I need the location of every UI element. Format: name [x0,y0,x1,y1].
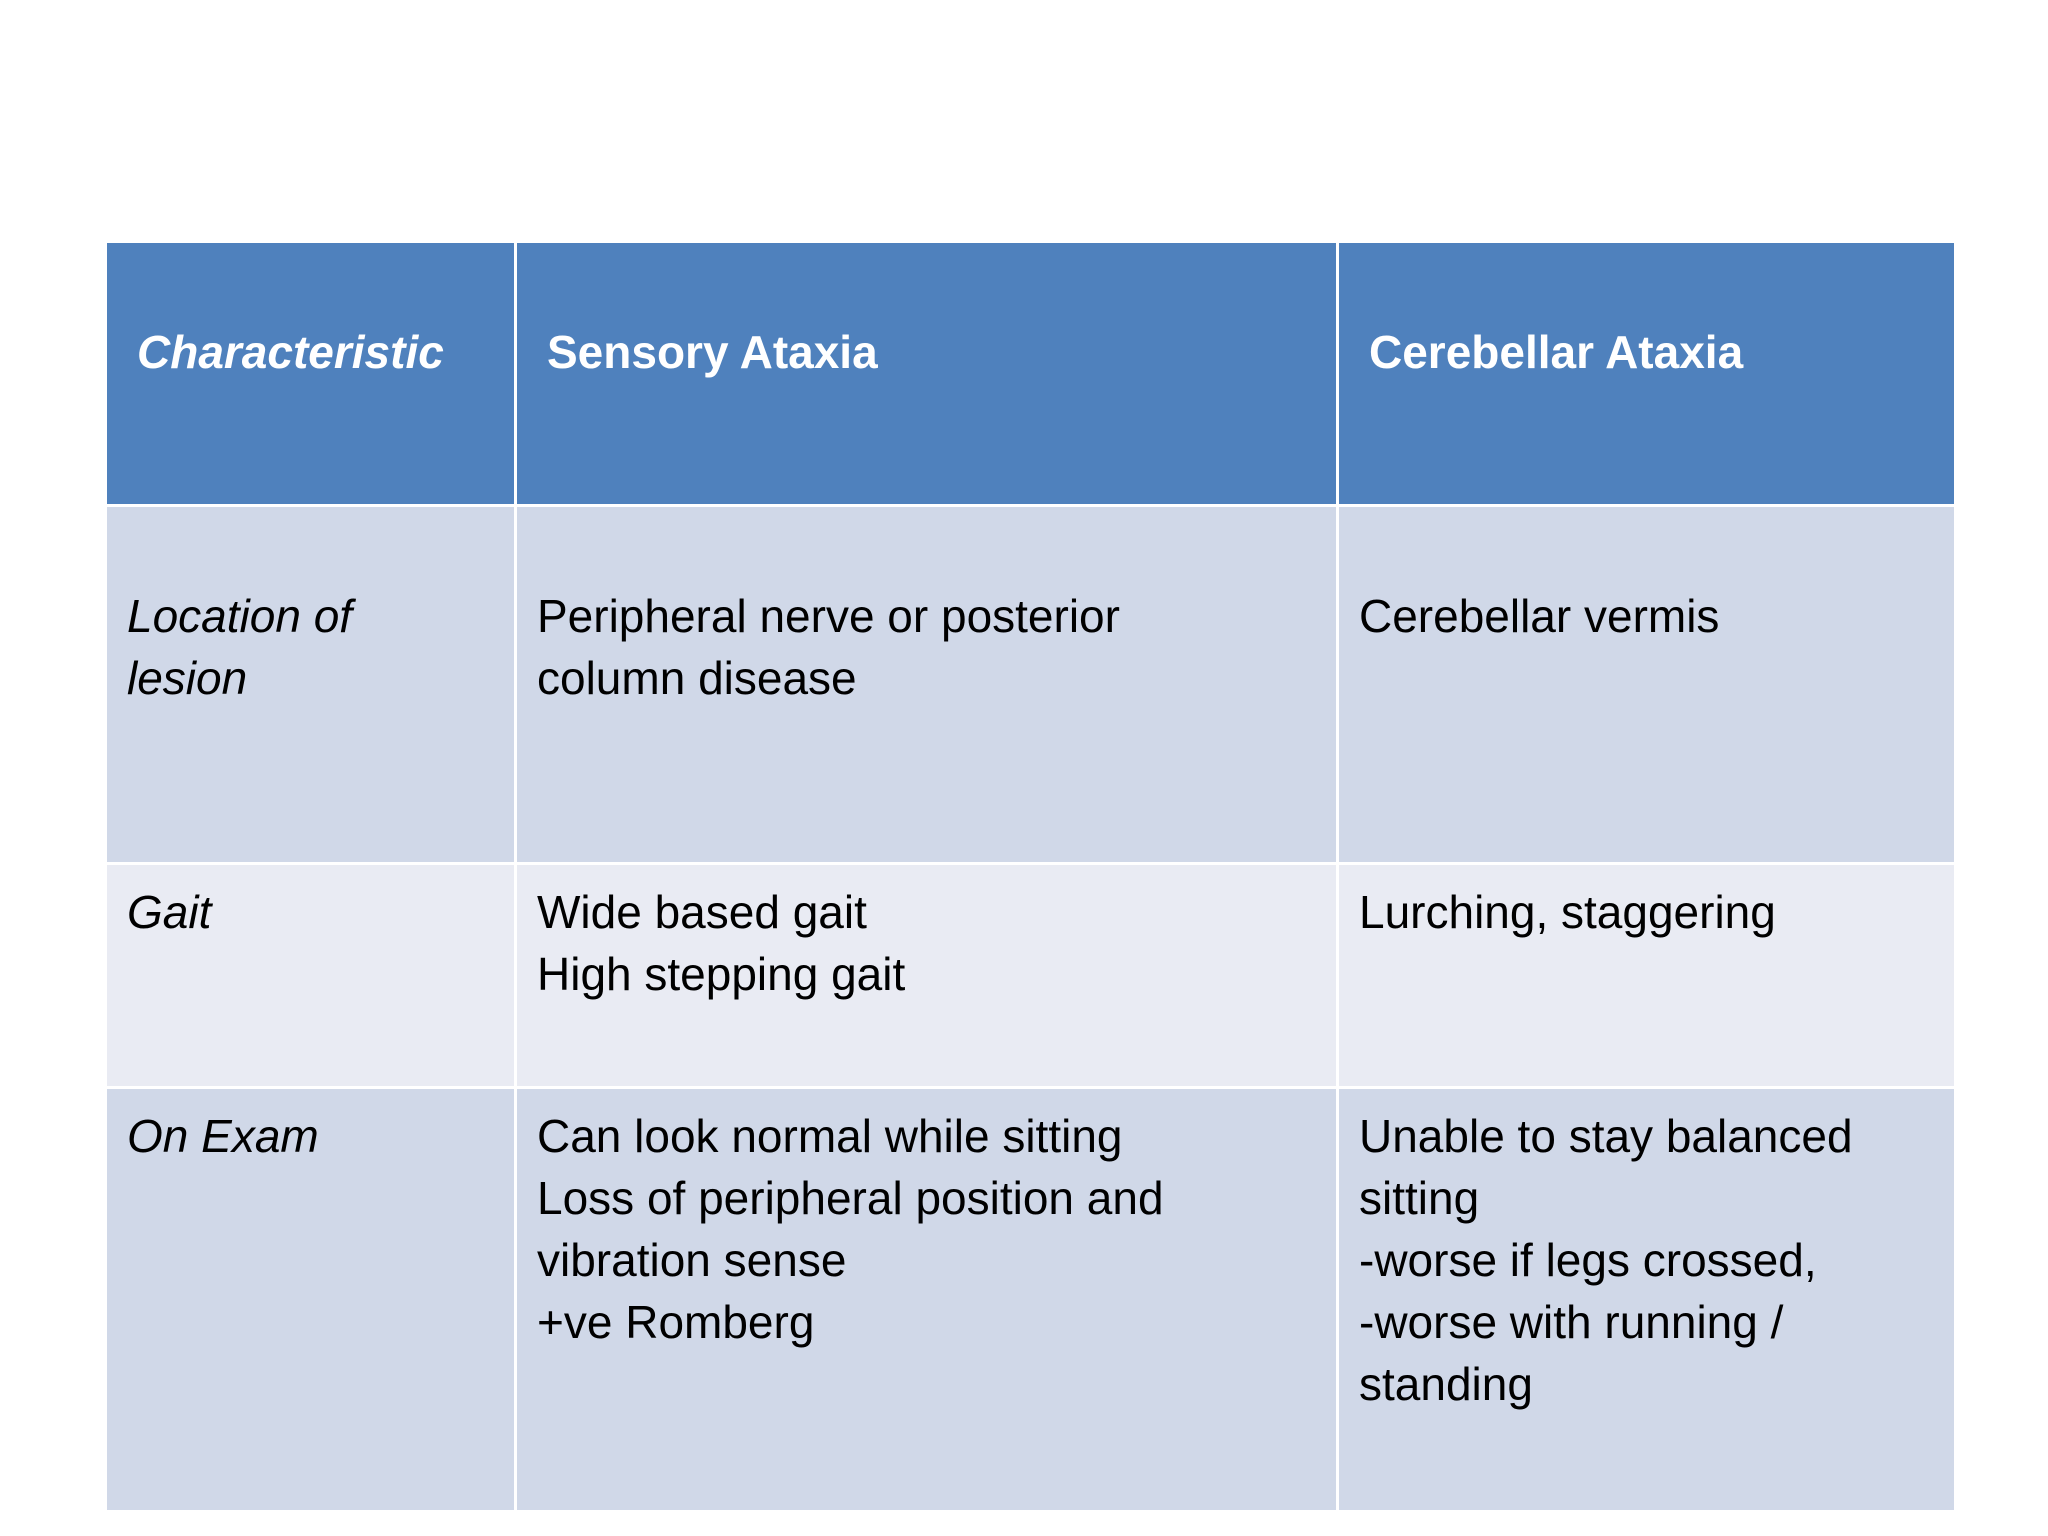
cell-sensory-gait: Wide based gait High stepping gait [516,864,1338,1088]
header-sensory-ataxia: Sensory Ataxia [516,242,1338,506]
cell-cerebellar-gait: Lurching, staggering [1338,864,1956,1088]
header-cerebellar-ataxia: Cerebellar Ataxia [1338,242,1956,506]
cell-sensory-location: Peripheral nerve or posterior column disease [516,506,1338,864]
cell-sensory-exam: Can look normal while sitting Loss of peripheral position and vibration sense +ve Romberg [516,1088,1338,1512]
comparison-table [104,240,1957,1513]
table-header-row [106,242,1956,506]
cell-cerebellar-exam: Unable to stay balanced sitting -worse if legs crossed, -worse with running / standing [1338,1088,1956,1512]
row-label-location-of-lesion: Location of lesion [106,506,516,864]
row-label-gait: Gait [106,864,516,1088]
header-characteristic: Characteristic [106,242,516,506]
cell-cerebellar-location: Cerebellar vermis [1338,506,1956,864]
table-row [106,1088,1956,1512]
table-row [106,864,1956,1088]
table-row [106,506,1956,864]
row-label-on-exam: On Exam [106,1088,516,1512]
